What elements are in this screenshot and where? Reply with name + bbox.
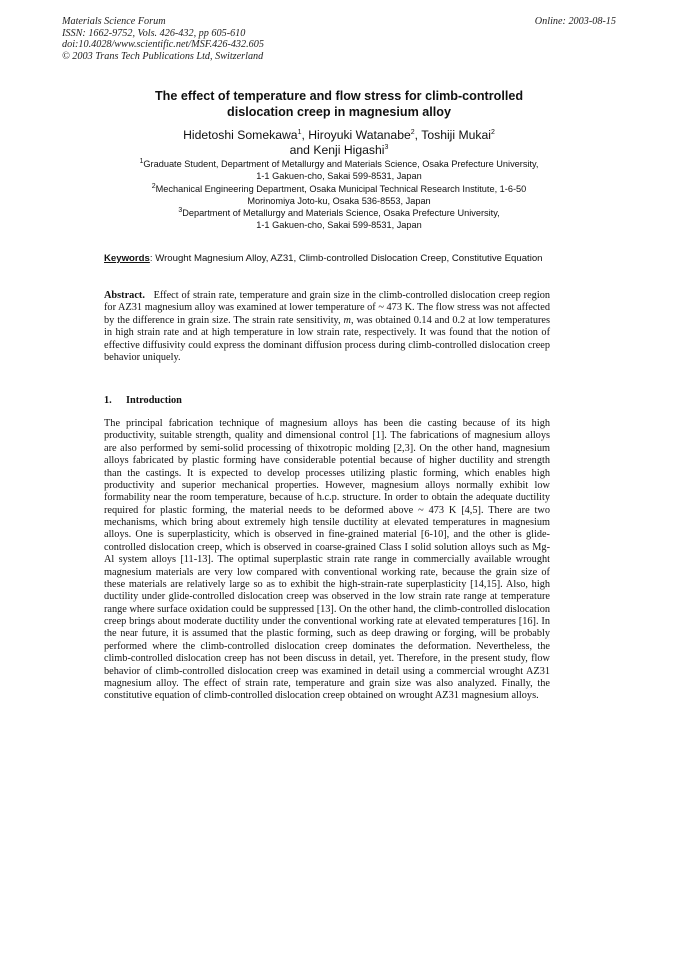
introduction-body: The principal fabrication technique of magnesium alloys has been die casting because of its high productivity, suitable strength, quality and dimensional control [1]. The fabrications of magnesium alloys are also performed by semi-solid processing of thixotropic molding [2,3]. On the other hand, magnesium alloys fabricated by plastic forming have considerable potential because of higher ductility and strength than the castings. It is expected to develop processes utilizing plastic forming, which enables high productivity and superior mechanical properties. However, magnesium alloys normally exhibit low formability near the room temperature, because of h.c.p. structure. In order to obtain the adequate ductility required for plastic forming, the material needs to be deformed above ~ 473 K [4,5]. There are two mechanisms, which bring about extremely high tensile ductility at elevated temperatures in magnesium alloys. One is superplasticity, which is observed in fine-grained material [6-10], and the other is glide-controlled dislocation creep, which is observed in coarse-grained Class I solid solution alloys such as Mg-Al system alloys [11-13]. The optimal superplastic strain rate range in commercially available wrought magnesium materials are very low compared with conventional working rate, because the grain size of these materials are relatively large so as to exhibit the high-strain-rate superplasticity [14,15]. Also, high ductility under glide-controlled dislocation creep was observed in the low strain rate range at temperature range where surface oxidation could be suppressed [13]. On the other hand, the climb-controlled dislocation creep brings about moderate ductility under the conventional working rate at elevated temperatures [16]. In the near future, it is assumed that the plastic forming, such as deep drawing or forging, will be probably performed where the climb-controlled dislocation creep dominates the deformation. Nevertheless, the climb-controlled dislocation creep has not been discuss in detail, yet. Therefore, in the present study, flow behavior of climb-controlled dislocation creep was examined in detail using a commercial wrought AZ31 magnesium alloy. The effect of strain rate, temperature and grain size was also analyzed. Finally, the constitutive equation of climb-controlled dislocation creep obtained on wrought AZ31 magnesium alloys.	[104, 418, 550, 702]
title-line-1: The effect of temperature and flow stress for climb-controlled	[154, 89, 524, 103]
section-title: Introduction	[126, 395, 182, 406]
author-2-sup: 2	[410, 128, 415, 136]
affiliation-3-line-1	[90, 207, 588, 219]
affiliation-list	[90, 158, 588, 232]
author-and: and	[289, 143, 310, 157]
author-2: Hiroyuki Watanabe	[308, 128, 411, 142]
affiliation-1-line-1	[90, 158, 588, 170]
affiliation-2-line-2: Morinomiya Joto-ku, Osaka 536-8553, Japan	[247, 195, 431, 206]
author-1: Hidetoshi Somekawa	[183, 128, 298, 142]
abstract-label: Abstract.	[104, 290, 145, 301]
affiliation-2-sup: 2	[151, 182, 156, 190]
online-date: Online: 2003-08-15	[534, 16, 616, 27]
section-number: 1.	[104, 395, 112, 406]
paper-title	[100, 88, 578, 120]
affiliation-3-line-2: 1-1 Gakuen-cho, Sakai 599-8531, Japan	[256, 220, 422, 231]
abstract-block	[104, 290, 550, 364]
author-4-sup: 3	[384, 143, 389, 151]
abstract-text-2: , was obtained 0.14 and 0.2 at low temperatures in high strain rate and at high temperature in low strain rate, respectively. It was found that the notion of effective diffusivity could express the dominant diffusion process during climb-controlled dislocation creep behavior uniquely.	[104, 314, 551, 364]
doi-link[interactable]: doi:10.4028/www.scientific.net/MSF.426-432.605	[62, 39, 264, 51]
author-line-2	[90, 143, 588, 158]
author-1-sup: 1	[297, 128, 302, 136]
affiliation-1-text: Graduate Student, Department of Metallurgy and Materials Science, Osaka Prefecture University,	[143, 159, 539, 169]
author-3-sup: 2	[491, 128, 495, 136]
copyright-line: © 2003 Trans Tech Publications Ltd, Switzerland	[62, 50, 264, 62]
keywords-colon: :	[149, 253, 153, 264]
author-line-1: Hidetoshi Somekawa$^1$, Hiroyuki Watanabe$^2$, Toshiji Mukai$^2$	[183, 128, 495, 142]
journal-header	[62, 16, 392, 62]
abstract-text-1: Effect of strain rate, temperature and grain size in the climb-controlled dislocation creep region for AZ31 magnesium alloy was examined at lower temperature of ~ 473 K. The flow stress was not affected by the difference in grain size. The strain rate sensitivity,	[104, 290, 550, 326]
section-heading-introduction	[104, 395, 182, 406]
keywords-block	[104, 253, 550, 265]
issn-line: ISSN: 1662-9752, Vols. 426-432, pp 605-610	[62, 27, 246, 39]
affiliation-1-line-2: 1-1 Gakuen-cho, Sakai 599-8531, Japan	[256, 171, 422, 182]
keywords-text: Wrought Magnesium Alloy, AZ31, Climb-controlled Dislocation Creep, Constitutive Equation	[155, 253, 543, 264]
author-4: Kenji Higashi	[313, 143, 385, 157]
author-list	[90, 128, 588, 158]
keywords-label: Keywords	[104, 253, 150, 264]
journal-name: Materials Science Forum	[62, 16, 166, 27]
title-line-2: dislocation creep in magnesium alloy	[227, 105, 451, 119]
affiliation-3-text: Department of Metallurgy and Materials Science, Osaka Prefecture University,	[182, 208, 500, 219]
author-3: Toshiji Mukai	[421, 128, 491, 142]
affiliation-3-sup: 3	[178, 207, 183, 215]
affiliation-2-text: Mechanical Engineering Department, Osaka Municipal Technical Research Institute, 1-6-50	[155, 183, 527, 194]
affiliation-1-sup: 1	[139, 157, 144, 165]
affiliation-2-line-1	[90, 183, 588, 195]
abstract-m-symbol: m	[343, 314, 351, 326]
